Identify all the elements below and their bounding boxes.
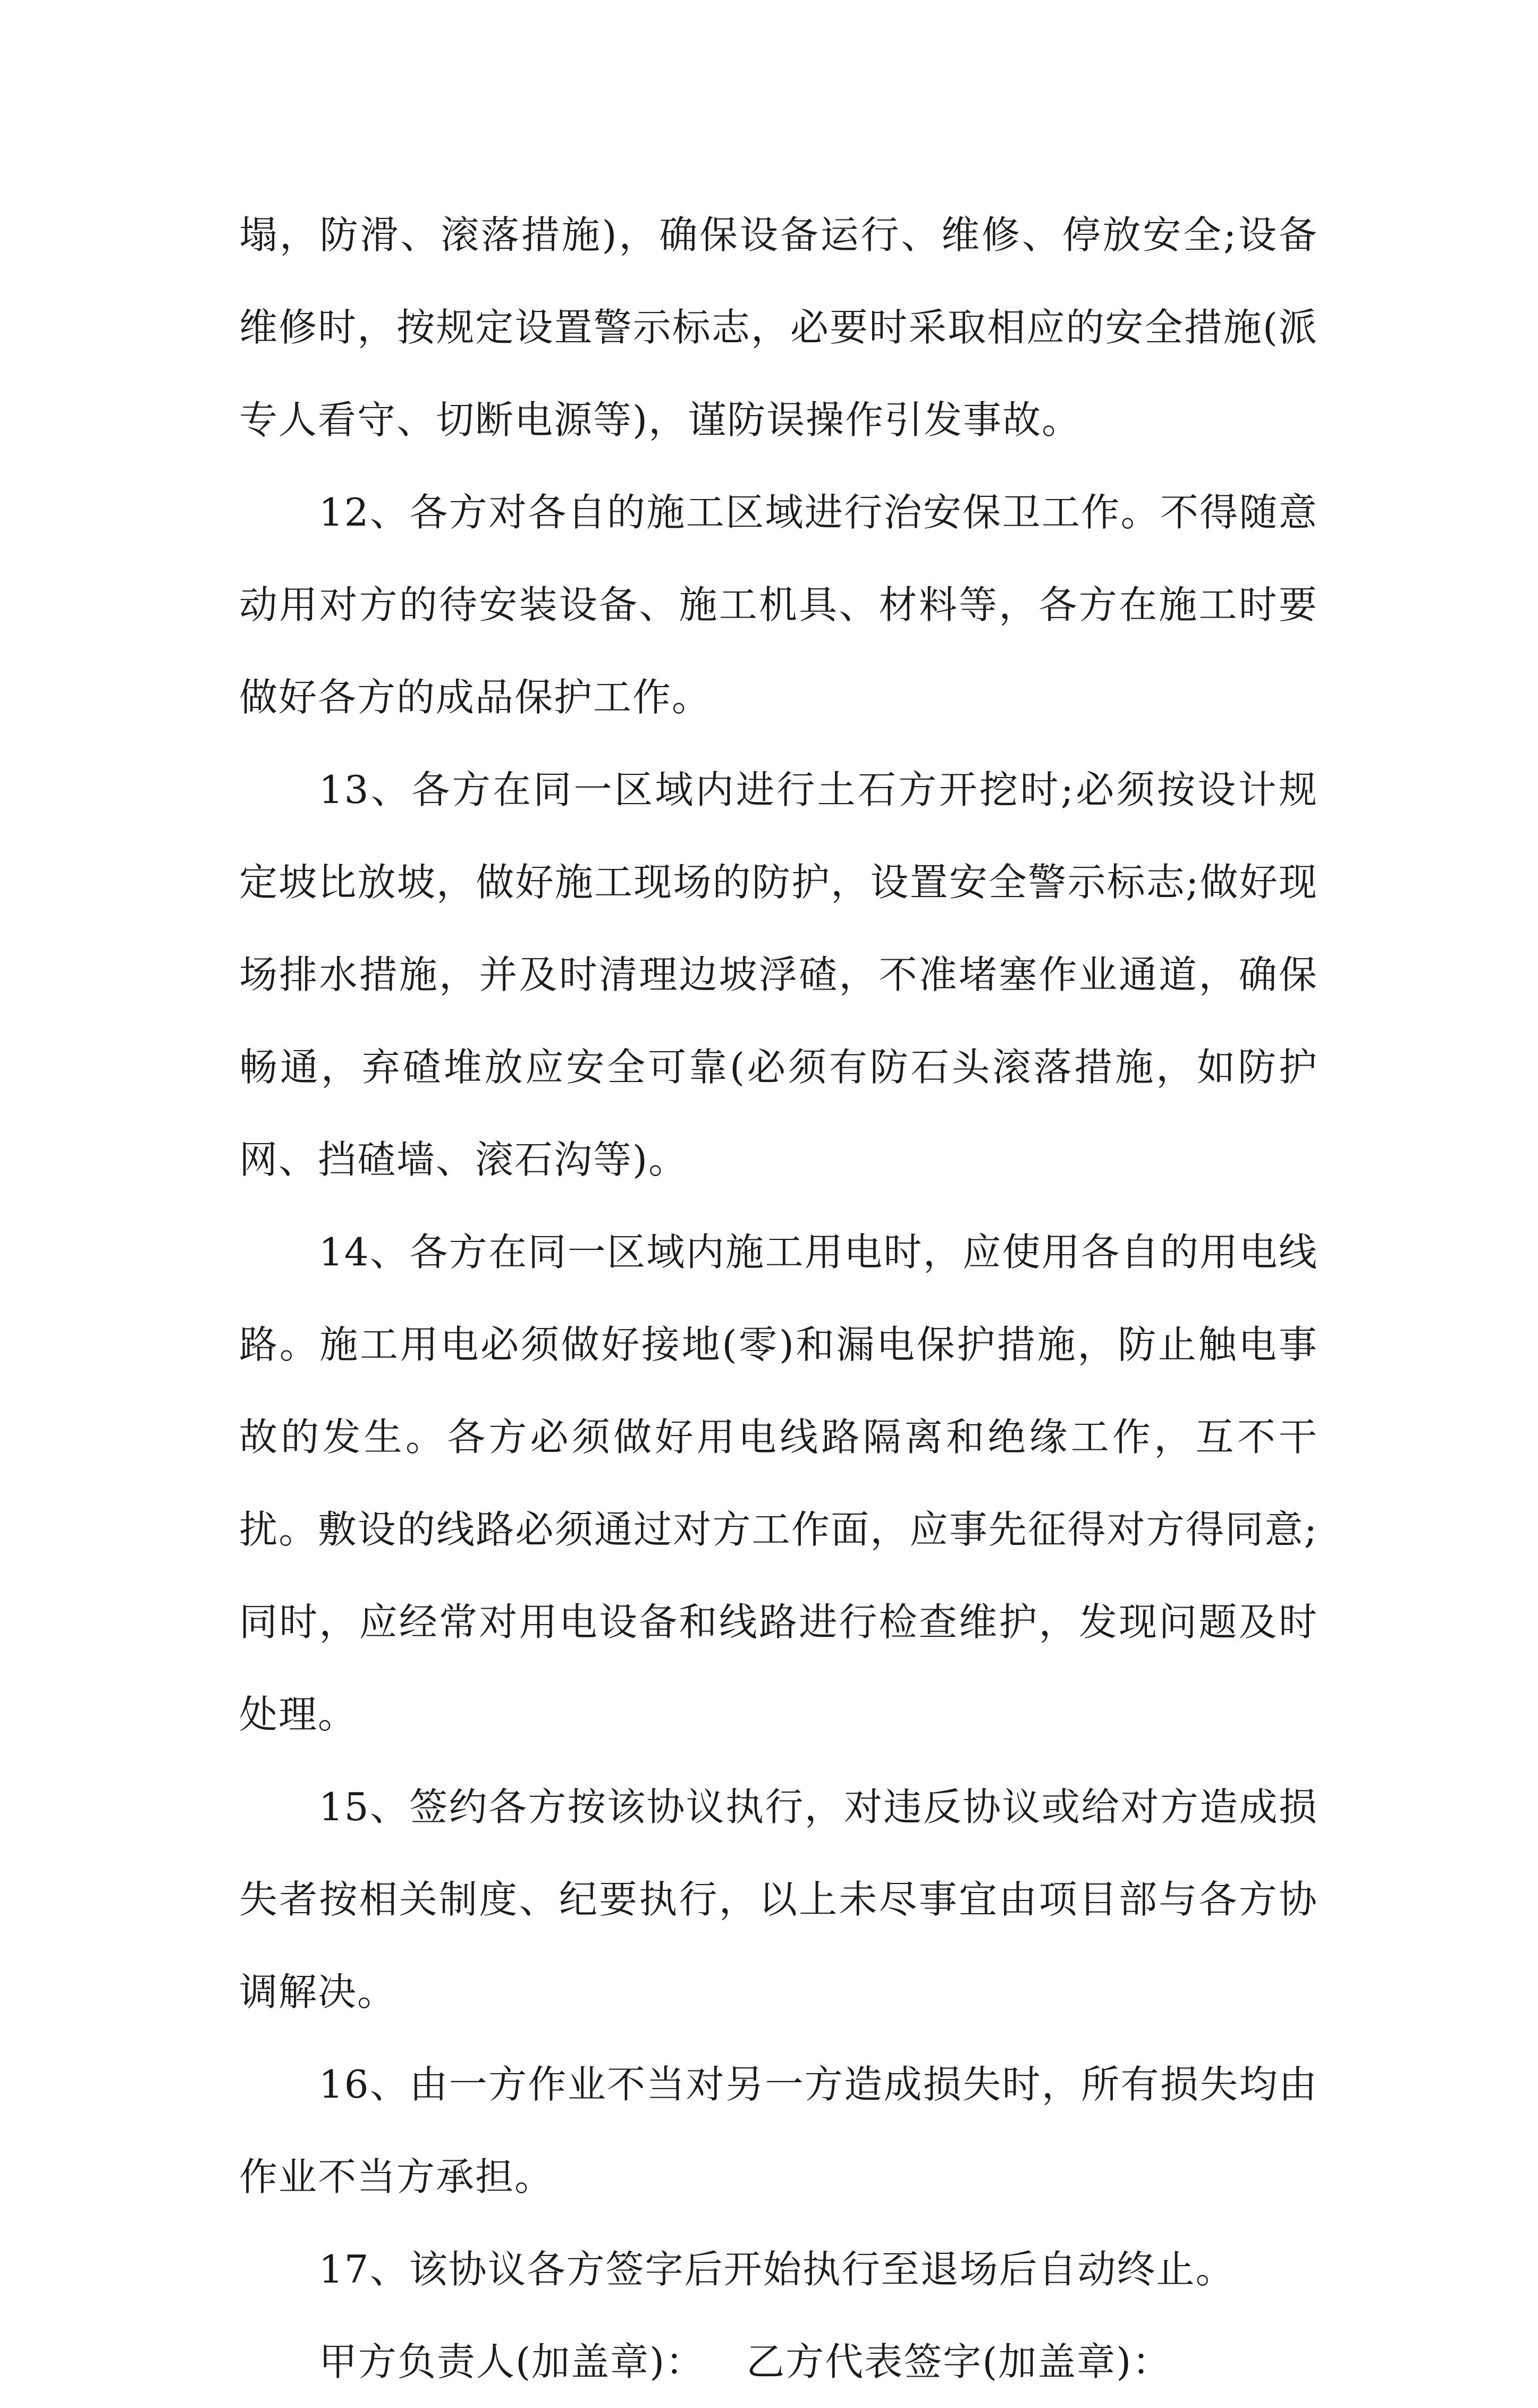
party-b-signature-label: 乙方代表签字(加盖章)：: [746, 2339, 1172, 2384]
paragraph-clause-17: 17、该协议各方签字后开始执行至退场后自动终止。: [319, 2247, 1235, 2292]
paragraph-clause-12: 12、各方对各自的施工区域进行治安保卫工作。不得随意动用对方的待安装设备、施工机具、材料等，各方在施工时要做好各方的成品保护工作。: [239, 490, 1318, 720]
document-body: [239, 189, 1318, 2408]
signature-line: [239, 2316, 1318, 2408]
paragraph-clause-13: 13、各方在同一区域内进行土石方开挖时;必须按设计规定坡比放坡，做好施工现场的防护，设置安全警示标志;做好现场排水措施，并及时清理边坡浮碴，不准堵塞作业通道，确保畅通，弃碴堆放应安全可靠(必须有防石头滚落措施，如防护网、挡碴墙、滚石沟等)。: [239, 767, 1318, 1182]
party-a-signature-label: 甲方负责人(加盖章)：: [319, 2339, 705, 2384]
paragraph-clause-15: 15、签约各方按该协议执行，对违反协议或给对方造成损失者按相关制度、纪要执行，以上未尽事宜由项目部与各方协调解决。: [239, 1785, 1318, 2014]
paragraph-clause-16: 16、由一方作业不当对另一方造成损失时，所有损失均由作业不当方承担。: [239, 2062, 1318, 2199]
paragraph-continuation: 塌，防滑、滚落措施)，确保设备运行、维修、停放安全;设备维修时，按规定设置警示标志，必要时采取相应的安全措施(派专人看守、切断电源等)，谨防误操作引发事故。: [239, 213, 1318, 442]
paragraph-clause-14: 14、各方在同一区域内施工用电时，应使用各自的用电线路。施工用电必须做好接地(零)和漏电保护措施，防止触电事故的发生。各方必须做好用电线路隔离和绝缘工作，互不干扰。敷设的线路必须通过对方工作面，应事先征得对方得同意;同时，应经常对用电设备和线路进行检查维护，发现问题及时处理。: [239, 1230, 1318, 1737]
